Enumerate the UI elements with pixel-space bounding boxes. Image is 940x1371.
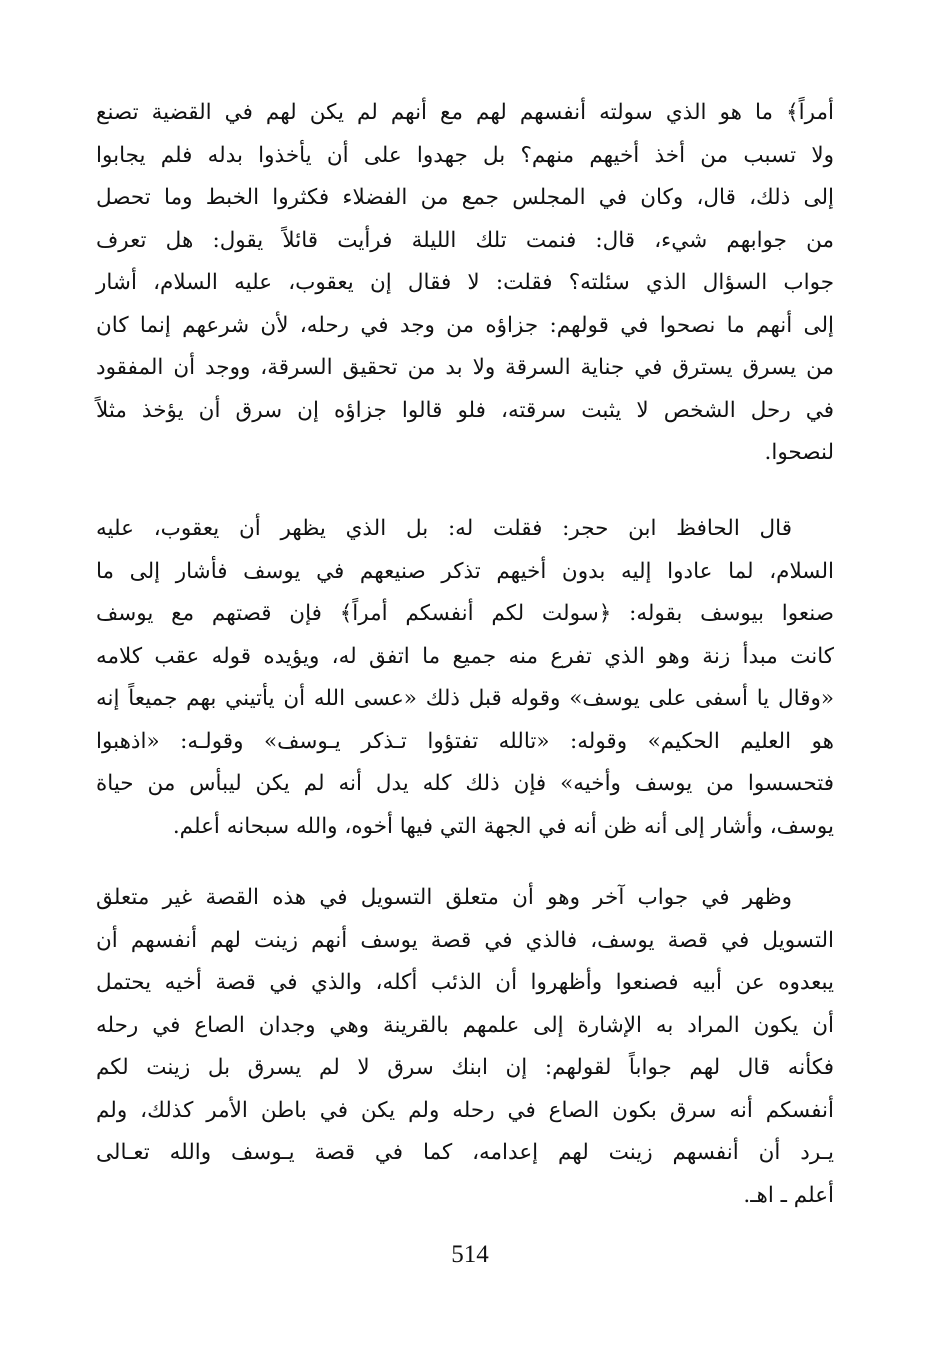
text-line: السلام، لما عادوا إليه بدون أخيهم تذكر صنيعهم في يوسف فأشار إلى ما bbox=[96, 558, 834, 584]
text-line: قال الحافظ ابن حجر: فقلت له: بل الذي يظهر أن يعقوب، عليه bbox=[96, 516, 792, 541]
text-line: أنفسكم أنه سرق بكون الصاع في رحله ولم يكن في باطن الأمر كذلك، ولم bbox=[96, 1097, 834, 1123]
text-line: صنعوا بيوسف بقوله: ﴿سولت لكم أنفسكم أمراً﴾ فإن قصتهم مع يوسف bbox=[96, 601, 834, 626]
text-line: ولا تسبب من أخذ أخيهم منهم؟ بل جهدوا على أن يأخذوا بدله فلم يجابوا bbox=[96, 142, 834, 168]
text-line: أعلم ـ اهـ. bbox=[743, 1182, 834, 1208]
page-number: 514 bbox=[451, 1241, 489, 1268]
paragraph-1 bbox=[96, 92, 834, 475]
text-line: التسويل في قصة يوسف، فالذي في قصة يوسف أنهم زينت لهم أنفسهم أن bbox=[96, 927, 834, 953]
text-line: فتحسسوا من يوسف وأخيه» فإن ذلك كله يدل أنه لم يكن ليبأس من حياة bbox=[96, 771, 834, 796]
text-line: إلى ذلك، قال، وكان في المجلس جمع من الفضلاء فكثروا الخبط وما تحصل bbox=[96, 185, 834, 210]
text-line: أن يكون المراد به الإشارة إلى علمهم بالقرينة وهي وجدان الصاع في رحله bbox=[96, 1012, 834, 1038]
text-line: فكأنه قال لهم جواباً لقولهم: إن ابنك سرق لا لم يسرق بل زينت لكم bbox=[96, 1055, 834, 1080]
paragraph-3 bbox=[96, 877, 834, 1217]
paragraph-2 bbox=[96, 508, 834, 848]
text-line: في رحل الشخص لا يثبت سرقته، فلو قالوا جزاؤه إن سرق أن يؤخذ مثلاً bbox=[96, 397, 834, 423]
text-line: كانت مبدأ زنة وهو الذي تفرع منه جميع ما اتفق له، ويؤيده قوله عقب كلامه bbox=[96, 643, 834, 669]
text-line: من جوابهم شيء، قال: فنمت تلك الليلة فرأيت قائلاً يقول: هل تعرف bbox=[96, 227, 834, 253]
text-line: وظهر في جواب آخر وهو أن متعلق التسويل في هذه القصة غير متعلق bbox=[96, 885, 792, 910]
text-line: «وقال يا أسفى على يوسف» وقوله قبل ذلك «عسى الله أن يأتيني بهم جميعاً إنه bbox=[96, 686, 834, 711]
text-line: أمراً﴾ ما هو الذي سولته أنفسهم لهم مع أنهم لم يكن لهم في القضية تصنع bbox=[96, 100, 834, 125]
text-line: يوسف، وأشار إلى أنه ظن أنه في الجهة التي فيها أخوه، والله سبحانه أعلم. bbox=[172, 813, 834, 839]
text-line: يبعدوه عن أبيه فصنعوا وأظهروا أن الذئب أكله، والذي في قصة أخيه يحتمل bbox=[96, 970, 834, 995]
text-line: هو العليم الحكيم» وقوله: «تالله تفتؤوا تـذكر يـوسف» وقولـه: «اذهبوا bbox=[96, 728, 834, 754]
text-line: إلى أنهم ما نصحوا في قولهم: جزاؤه من وجد في رحله، لأن شرعهم إنما كان bbox=[96, 312, 834, 338]
text-line: من يسرق يسترق في جناية السرقة ولا بد من تحقيق السرقة، ووجد أن المفقود bbox=[96, 355, 834, 380]
text-line: يـرد أن أنفسهم زينت لهم إعدامه، كما في قصة يـوسف والله تعـالى bbox=[96, 1140, 834, 1165]
text-line: جواب السؤال الذي سئلته؟ فقلت: لا فقال إن يعقوب، عليه السلام، أشار bbox=[96, 270, 834, 295]
text-line: لنصحوا. bbox=[764, 440, 834, 465]
